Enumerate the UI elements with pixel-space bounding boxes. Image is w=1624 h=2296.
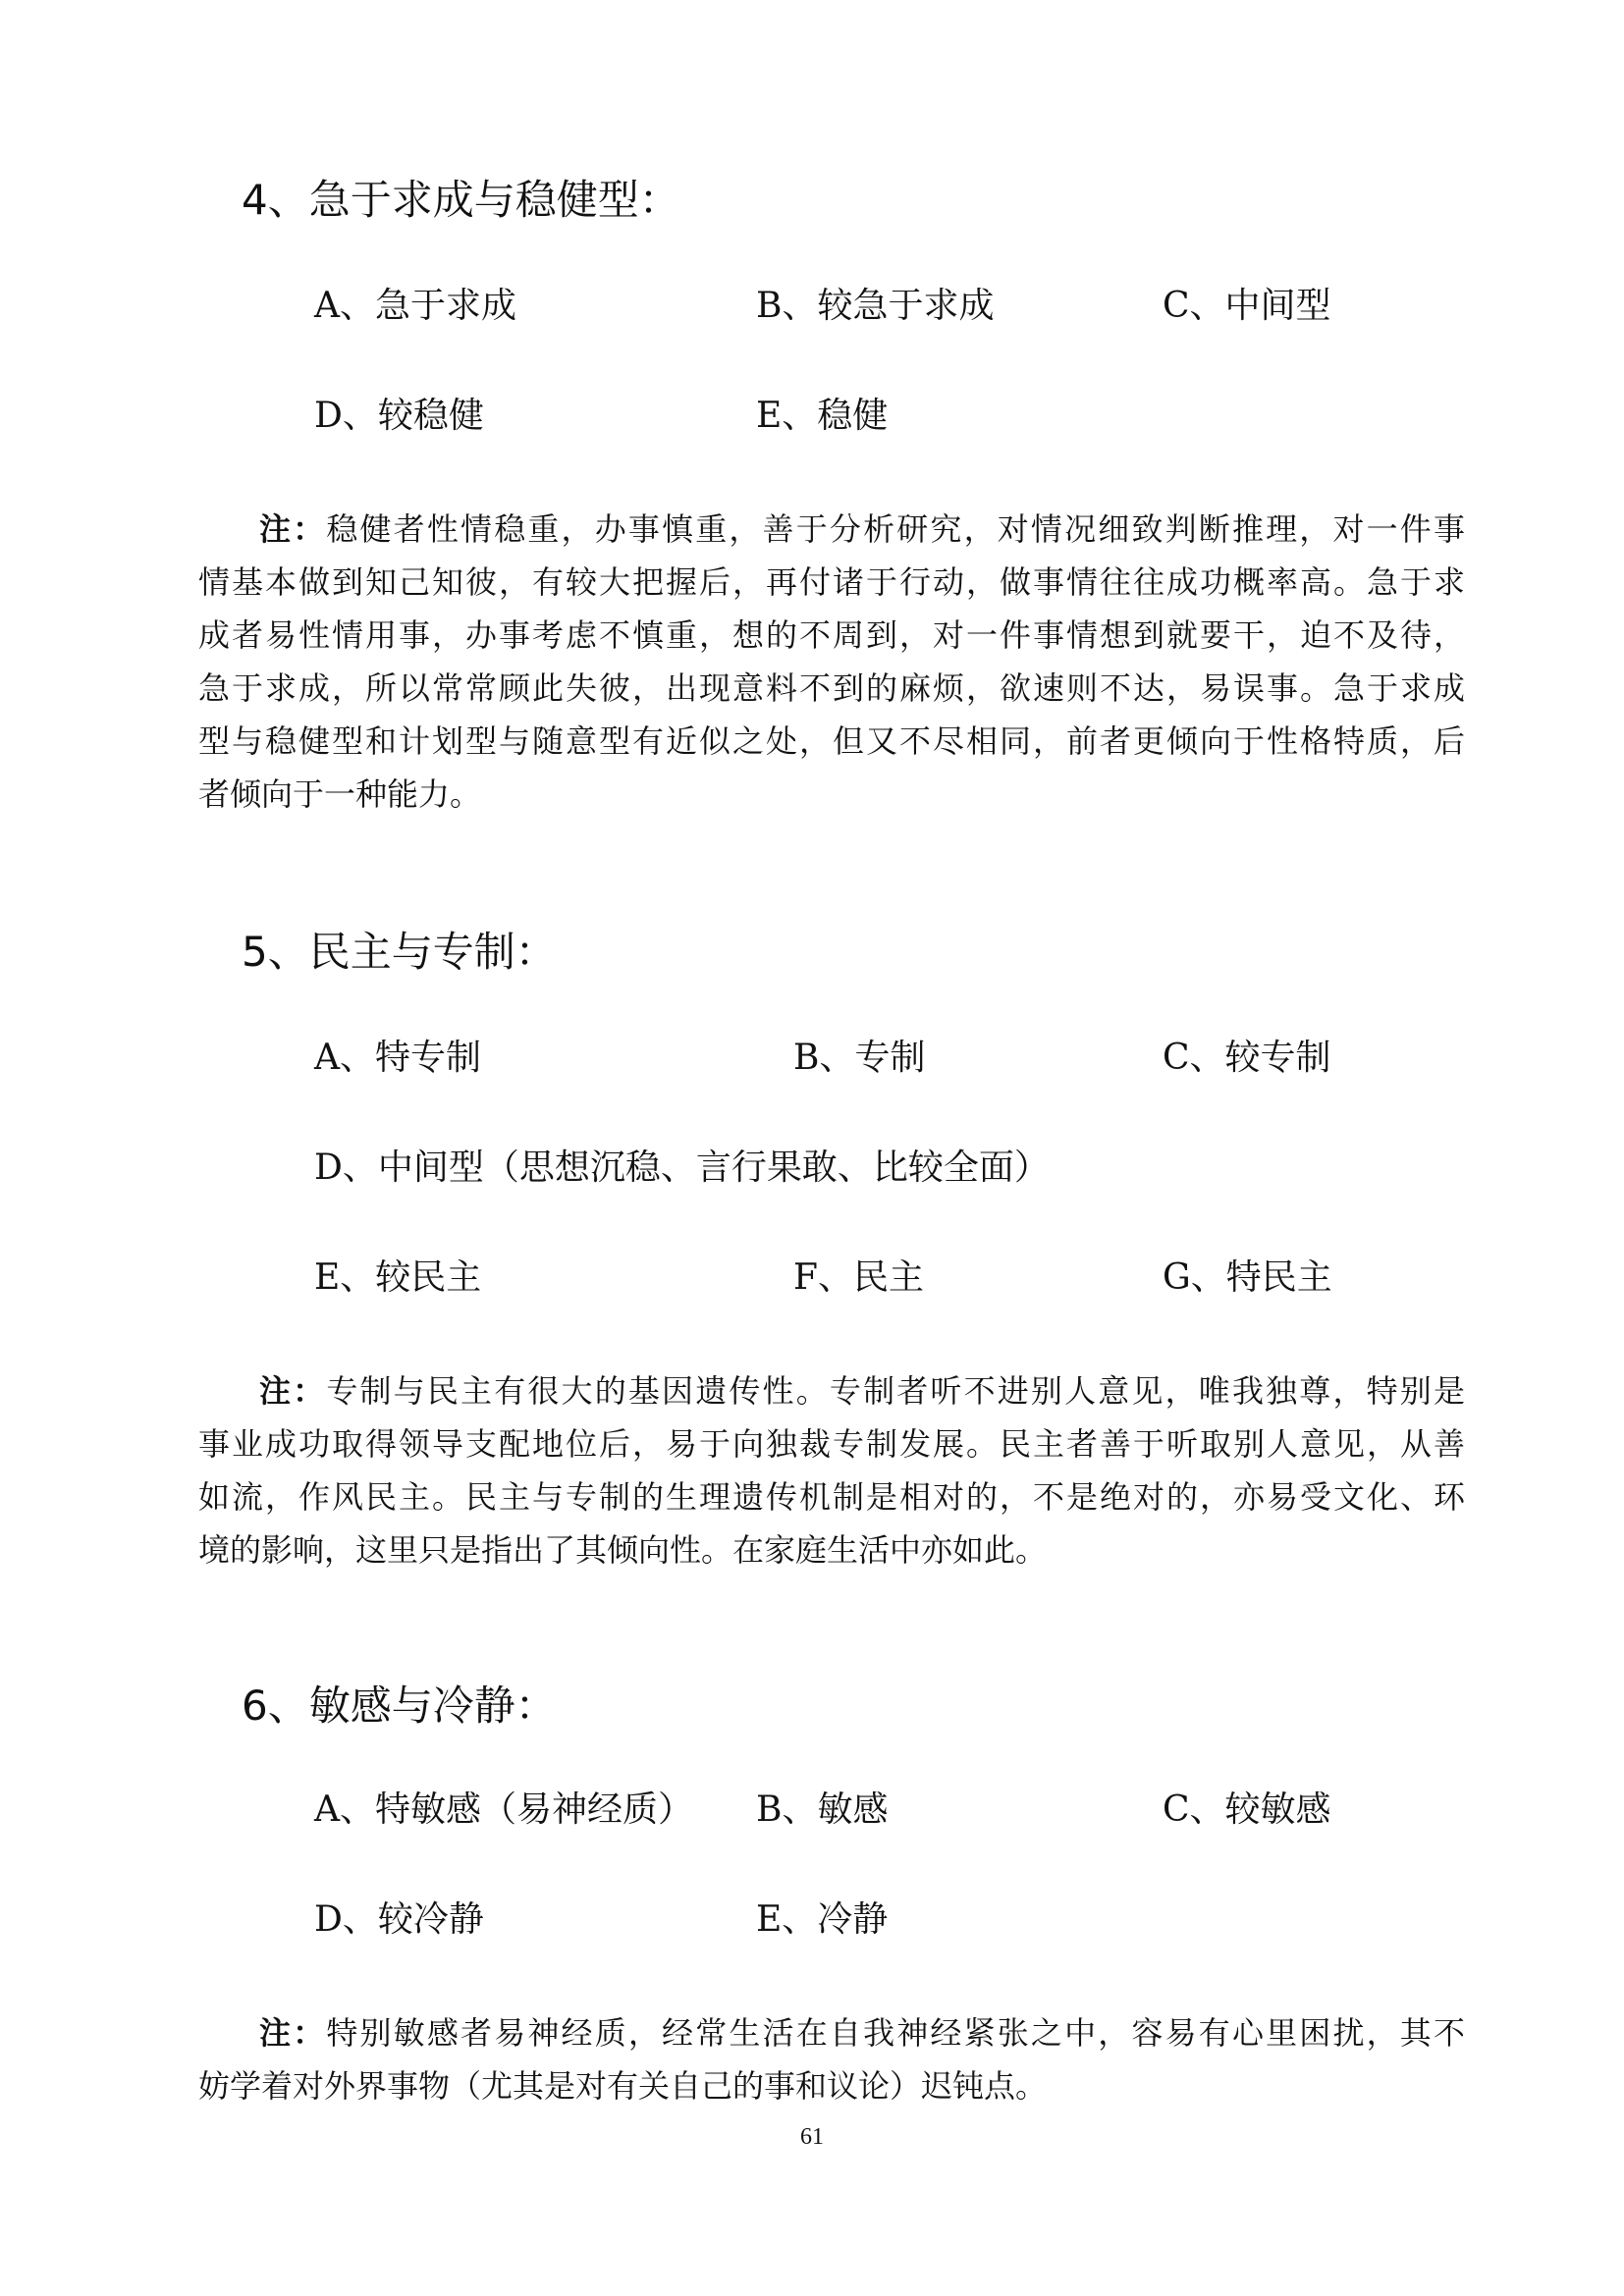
note-label: 注： <box>259 510 327 548</box>
option-a: A、特专制 <box>314 1038 481 1078</box>
note-line: 注：专制与民主有很大的基因遗传性。专制者听不进别人意见，唯我独尊，特别是 <box>259 1372 1465 1410</box>
section-heading: 6、敏感与冷静： <box>242 1682 557 1730</box>
note-line: 型与稳健型和计划型与随意型有近似之处，但又不尽相同，前者更倾向于性格特质，后 <box>198 722 1465 760</box>
option-a: A、特敏感（易神经质） <box>314 1789 693 1830</box>
note-label: 注： <box>259 1372 327 1410</box>
option-d: D、较冷静 <box>314 1899 484 1940</box>
note-line: 急于求成，所以常常顾此失彼，出现意料不到的麻烦，欲速则不达，易误事。急于求成 <box>198 669 1465 707</box>
note-line: 如流，作风民主。民主与专制的生理遗传机制是相对的，不是绝对的，亦易受文化、环 <box>198 1478 1465 1516</box>
note-line: 情基本做到知己知彼，有较大把握后，再付诸于行动，做事情往往成功概率高。急于求 <box>198 563 1465 601</box>
option-c: C、中间型 <box>1163 286 1331 326</box>
option-b: B、较急于求成 <box>756 286 995 326</box>
page-number: 61 <box>800 2124 824 2150</box>
option-e: E、冷静 <box>756 1899 889 1940</box>
option-b: B、敏感 <box>756 1789 889 1830</box>
section-heading: 5、民主与专制： <box>242 928 557 976</box>
option-f: F、民主 <box>793 1257 924 1298</box>
option-c: C、较敏感 <box>1163 1789 1331 1830</box>
note-line: 者倾向于一种能力。 <box>198 775 482 813</box>
option-d: D、中间型（思想沉稳、言行果敢、比较全面） <box>314 1148 1050 1188</box>
note-line: 成者易性情用事，办事考虑不慎重，想的不周到，对一件事情想到就要干，迫不及待， <box>198 616 1465 654</box>
note-line: 境的影响，这里只是指出了其倾向性。在家庭生活中亦如此。 <box>198 1531 1048 1569</box>
section-heading: 4、急于求成与稳健型： <box>242 176 680 224</box>
note-paragraph <box>198 2006 1465 2112</box>
note-line: 妨学着对外界事物（尤其是对有关自己的事和议论）迟钝点。 <box>198 2067 1048 2105</box>
note-label: 注： <box>259 2014 327 2052</box>
note-line: 注：稳健者性情稳重，办事慎重，善于分析研究，对情况细致判断推理，对一件事 <box>259 510 1465 548</box>
option-b: B、专制 <box>793 1038 926 1078</box>
option-e: E、较民主 <box>314 1257 482 1298</box>
note-line: 注：特别敏感者易神经质，经常生活在自我神经紧张之中，容易有心里困扰，其不 <box>259 2014 1465 2052</box>
option-g: G、特民主 <box>1163 1257 1332 1298</box>
note-line: 事业成功取得领导支配地位后，易于向独裁专制发展。民主者善于听取别人意见，从善 <box>198 1425 1465 1463</box>
option-e: E、稳健 <box>756 396 889 436</box>
note-paragraph <box>198 503 1465 821</box>
option-a: A、急于求成 <box>314 286 516 326</box>
option-d: D、较稳健 <box>314 396 484 436</box>
option-c: C、较专制 <box>1163 1038 1331 1078</box>
note-paragraph <box>198 1364 1465 1576</box>
